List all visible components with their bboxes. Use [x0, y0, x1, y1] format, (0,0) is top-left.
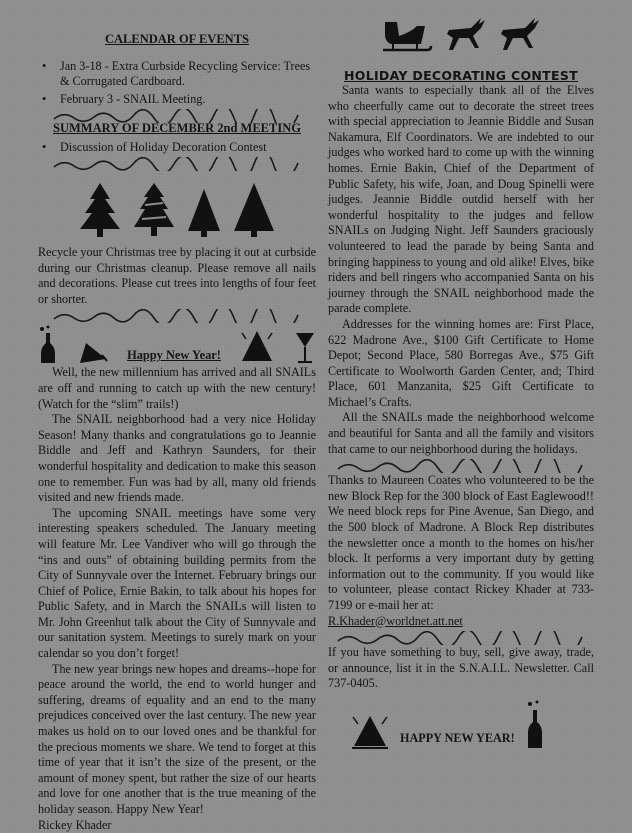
- contest-paragraph: Addresses for the winning homes are: First Place, 622 Madrone Ave., $100 Gift Certificate to Home Depot; Second Place, 580 Borregas Ave., $75 Gift Certificate to Woolworth Garden Center, and; Third Place, 601 Manzanita, $25 Gift Certificate to Michael’s Crafts.: [328, 316, 594, 409]
- contest-paragraph: All the SNAILs made the neighborhood welcome and beautiful for Santa and all the family and visitors that came to our neighborhood during the holidays.: [328, 410, 594, 456]
- new-year-paragraph: Well, the new millennium has arrived and all SNAILs are off and running to catch up with the new century! (Watch for the “slim” trails!): [38, 365, 316, 411]
- recycle-text: Recycle your Christmas tree by placing it out at curbside during our Christmas cleanup. Please remove all nails and decorations. Please cut trees into lengths of four feet or shorter.: [38, 245, 316, 306]
- champagne-glass-icon: [294, 331, 316, 365]
- footer-greeting: HAPPY NEW YEAR!: [400, 730, 515, 745]
- squiggle-divider: [336, 631, 586, 645]
- block-rep-email[interactable]: R.Khader@worldnet.att.net: [328, 613, 463, 628]
- celebration-tree-icon: [350, 712, 390, 750]
- sleigh-icon: [381, 16, 433, 56]
- party-hat-icon: [78, 341, 108, 365]
- contest-title: HOLIDAY DECORATING CONTEST: [344, 68, 578, 83]
- summary-list: [38, 140, 316, 155]
- squiggle-divider: [52, 309, 302, 323]
- contest-paragraph: Santa wants to especially thank all of the Elves who cheerfully came out to decorate the street trees with special appreciation to Jeannie Biddle and Susan Nakamura, Elf Coordinators. We are indebted to our judges who worked hard to come up with the winning homes. Ernie Bakin, Chief of the Department of Public Safety, his wife, Joan, and Doug Spinelli were judges. Jeannie Biddle outdid herself with her wonderful hospitality to the judges and fellow SNAILs on Judging Night. Jeff Saunders graciously volunteered to lead the parade by being Santa and bringing happiness to young and old alike! Elves, bike riders and bell ringers who accompanied Santa on his journey through the SNAIL neighborhood made the parade complete.: [328, 83, 594, 316]
- christmas-trees-illustration: [38, 181, 316, 239]
- squiggle-divider: [52, 157, 302, 171]
- new-year-paragraph: The upcoming SNAIL meetings have some very interesting speakers scheduled. The January meeting will feature Mr. Lee Vandiver who will go through the “ins and outs” of obtaining building permits from the City of Sunnyvale over the Internet. February brings our Chief of Police, Ernie Bakin, to talk about his hopes for Public Safety, and in March the SNAILs will listen to Mr. John Greenhut talk about the City of Sunnyvale and our sanitation system. Meetings to surely mark on your calendar so you don’t forget!: [38, 505, 316, 661]
- tree-icon: [232, 181, 276, 239]
- summary-item: • Discussion of Holiday Decoration Contest: [60, 140, 316, 155]
- celebration-tree-icon: [240, 329, 274, 365]
- new-year-heading: Happy New Year!: [127, 348, 221, 363]
- squiggle-divider: [336, 459, 586, 473]
- champagne-bottle-icon: [38, 325, 58, 365]
- signature: Rickey Khader: [38, 817, 112, 832]
- new-year-paragraph: The SNAIL neighborhood had a very nice Holiday Season! Many thanks and congratulations go to Jeannie Biddle and Jeff and Kathryn Saunders, for their wonderful hospitality and dedication to make this season one to remember. Fun was had by all, many old friends visited and new friends made.: [38, 412, 316, 505]
- right-column: [328, 0, 594, 750]
- new-year-banner: [38, 325, 316, 365]
- footer-greeting-row: [328, 700, 594, 750]
- calendar-item: • Jan 3-18 - Extra Curbside Recycling Service: Trees & Corrugated Cardboard.: [60, 59, 316, 89]
- champagne-bottle-icon: [525, 700, 545, 750]
- new-year-paragraph: The new year brings new hopes and dreams--hope for peace around the world, the end to world hunger and suffering, dreams of equality and an end to the many prejudices conceived over the last century. The new year makes us hold on to our loved ones and be thankful for the precious moments we share. We tend to forget at this time of year that it isn’t the size of the present, or the amount of money spent, but rather the size of our hearts and love for one another that is the true meaning of the holiday season. Happy New Year!: [38, 661, 316, 816]
- reindeer-icon: [497, 16, 541, 56]
- reindeer-icon: [443, 16, 487, 56]
- summary-title: SUMMARY OF DECEMBER 2nd MEETING: [53, 121, 301, 135]
- sleigh-reindeer-illustration: [328, 12, 594, 56]
- calendar-item: • February 3 - SNAIL Meeting.: [60, 92, 316, 107]
- new-year-article: [38, 365, 316, 833]
- classifieds-text: If you have something to buy, sell, give away, trade, or announce, list it in the S.N.A.I.L. Newsletter. Call 737-0405.: [328, 645, 594, 691]
- tree-icon: [78, 181, 122, 239]
- tree-icon: [132, 181, 176, 239]
- tree-icon: [186, 181, 222, 239]
- left-column: [38, 0, 316, 833]
- block-rep-text: Thanks to Maureen Coates who volunteered to be the new Block Rep for the 300 block of East Eaglewood!! We need block reps for Pine Avenue, San Diego, and the 500 block of Madrone. A Block Rep distributes the newsletter once a month to the homes on his/her block. It performs a very important duty by getting information out to the community. If you would like to volunteer, please contact Rickey Khader at 733-7199 or e-mail her at:: [328, 473, 594, 612]
- calendar-title: CALENDAR OF EVENTS: [104, 32, 249, 46]
- calendar-list: [38, 59, 316, 107]
